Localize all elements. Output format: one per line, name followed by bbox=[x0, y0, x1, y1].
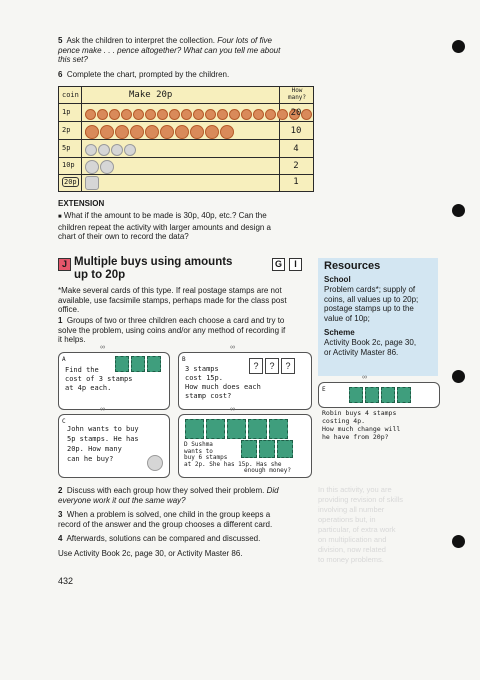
card-c-text: John wants to buy 5p stamps. He has 20p. How many can he buy? bbox=[67, 425, 139, 463]
stamps-e bbox=[349, 387, 413, 408]
chart-row: 1p 20 bbox=[59, 104, 313, 122]
extension-heading: EXTENSION bbox=[58, 199, 105, 208]
school-list: Problem cards*; supply of coins, all values up to 20p; postage stamps up to the value of 10p; bbox=[324, 285, 419, 323]
problem-card-a: A Find the cost of 3 stamps at 4p each. bbox=[58, 352, 170, 410]
individual-badge: I bbox=[289, 258, 302, 271]
resources-panel bbox=[318, 258, 438, 376]
binder-ring: ∞ bbox=[100, 344, 105, 351]
five-pence-coins bbox=[85, 143, 137, 154]
group-badge: G bbox=[272, 258, 285, 271]
section-title: Multiple buys using amounts up to 20p bbox=[74, 256, 233, 281]
activity-reference: Use Activity Book 2c, page 30, or Activity Master 86. bbox=[58, 549, 243, 558]
step-2: 2 Discuss with each group how they solved their problem. Did everyone work it out the same way? bbox=[58, 486, 279, 505]
card-d-text: D Sushma wants to buy 6 stamps at 2p. She has 15p. Has she enough money? bbox=[184, 441, 291, 474]
chart-row: 10p 2 bbox=[59, 157, 313, 175]
binder-ring: ∞ bbox=[230, 406, 235, 413]
section-intro: *Make several cards of this type. If real postage stamps are not available, use facsimile stamps, perhaps made for the class post office. bbox=[58, 286, 287, 314]
margin-bullet bbox=[452, 40, 465, 53]
card-e-text: Robin buys 4 stamps costing 4p. How much change will he have from 20p? bbox=[322, 409, 401, 441]
step-3: 3 When a problem is solved, one child in the group keeps a record of the answer and the group chooses a different card. bbox=[58, 510, 273, 529]
twenty-pence-coin bbox=[85, 176, 100, 187]
chart-row: 2p 10 bbox=[59, 122, 313, 140]
school-heading: School bbox=[324, 275, 351, 284]
problem-card-d bbox=[178, 414, 312, 478]
margin-bullet bbox=[452, 204, 465, 217]
coin-icon bbox=[147, 455, 163, 471]
scheme-heading: Scheme bbox=[324, 328, 355, 337]
binder-ring: ∞ bbox=[230, 344, 235, 351]
chart-header bbox=[59, 87, 313, 104]
binder-ring: ∞ bbox=[100, 406, 105, 413]
problem-card-e: E bbox=[318, 382, 440, 408]
problem-card-c: C John wants to buy 5p stamps. He has 20p. How many can he buy? bbox=[58, 414, 170, 478]
problem-card-b: B ? ? ? 3 stamps cost 15p. How much does each stamp cost? bbox=[178, 352, 312, 410]
margin-note: In this activity, you are providing revision of skills involving all number operations but, in particular, of extra work on multiplication and division, now related to money problems. bbox=[318, 485, 404, 564]
card-a-text: Find the cost of 3 stamps at 4p each. bbox=[65, 366, 133, 392]
step-1: 1 Groups of two or three children each choose a card and try to solve the problem, using coins and/or any method of recording if it helps. bbox=[58, 316, 286, 344]
margin-bullet bbox=[452, 535, 465, 548]
two-pence-coins bbox=[85, 125, 235, 136]
stamps-b: ? ? ? bbox=[249, 356, 297, 374]
ten-pence-coins bbox=[85, 160, 115, 171]
step-6: 6 Complete the chart, prompted by the children. bbox=[58, 70, 230, 79]
card-b-text: 3 stamps cost 15p. How much does each stamp cost? bbox=[185, 365, 261, 400]
chart-col-make: Make 20p bbox=[129, 90, 173, 100]
step-4: 4 Afterwards, solutions can be compared and discussed. bbox=[58, 534, 261, 543]
coin-chart bbox=[58, 86, 314, 192]
margin-bullet bbox=[452, 370, 465, 383]
section-letter: J bbox=[58, 258, 71, 271]
penny-coins bbox=[85, 107, 313, 118]
scheme-list: Activity Book 2c, page 30, or Activity Master 86. bbox=[324, 338, 417, 357]
chart-col-coin: coin bbox=[62, 91, 79, 99]
chart-row: 5p 4 bbox=[59, 140, 313, 158]
page-number: 432 bbox=[58, 576, 74, 586]
chart-row: 20p 1 bbox=[59, 173, 313, 190]
chart-col-how-many: How many? bbox=[287, 87, 307, 101]
step-5: 5 Ask the children to interpret the collection. Four lots of five pence make . . . pence altogether? What can you tell me about this set? bbox=[58, 36, 281, 64]
extension-text: ■ What if the amount to be made is 30p, 40p, etc.? Can the children repeat the activity with larger amounts and design a chart of their own to record the data? bbox=[58, 211, 272, 241]
binder-ring: ∞ bbox=[362, 374, 367, 381]
resources-title: Resources bbox=[324, 260, 381, 272]
